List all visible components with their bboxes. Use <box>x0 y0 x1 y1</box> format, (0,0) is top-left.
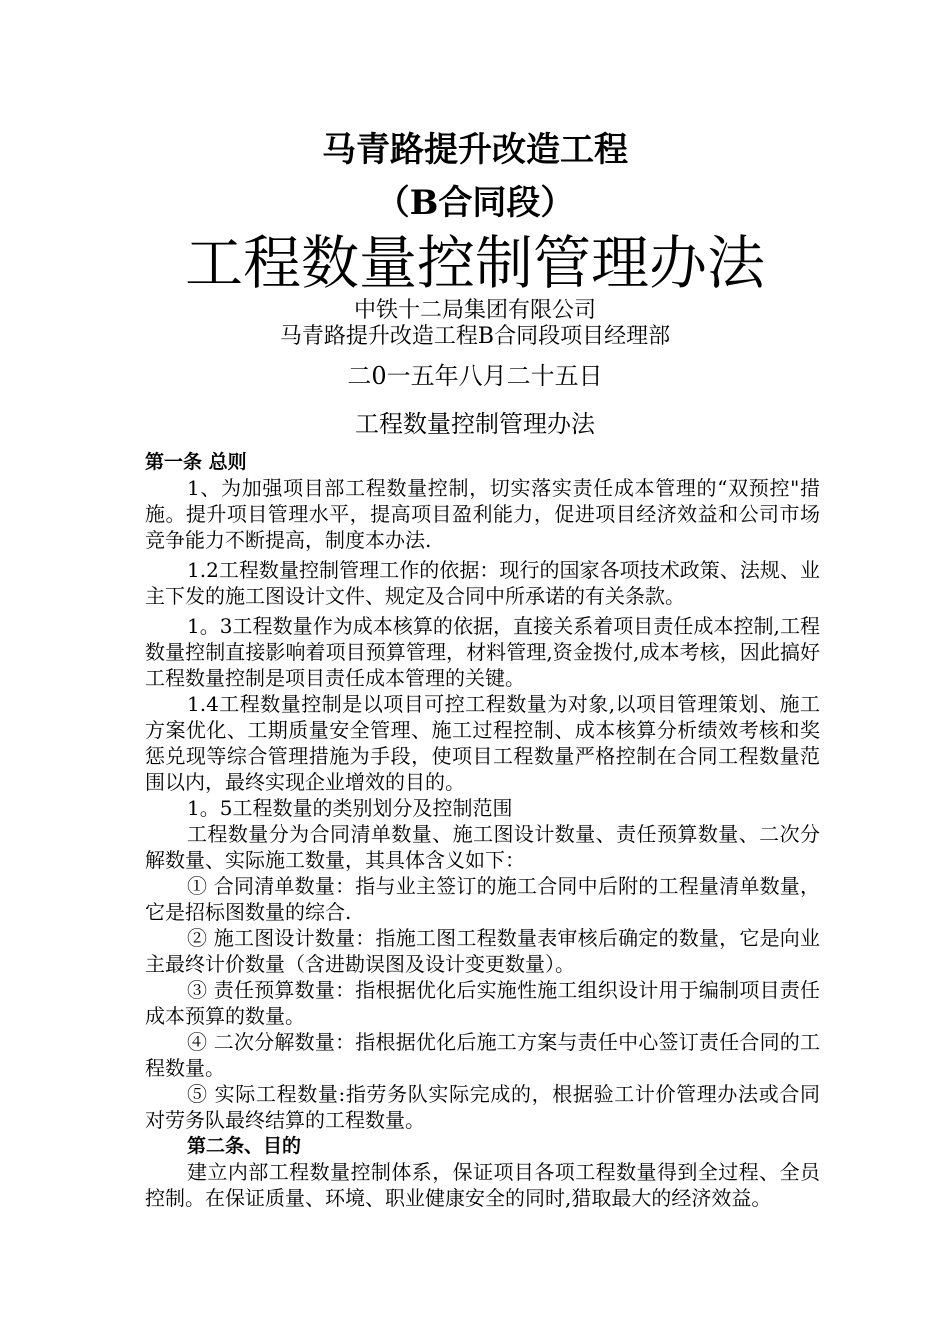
document-heading: 工程数量控制管理办法 <box>355 410 595 438</box>
paragraph-1-1: 1、为加强项目部工程数量控制，切实落实责任成本管理的“双预控"措施。提升项目管理水平，提高项目盈利能力，促进项目经济效益和公司市场竞争能力不断提高，制度本办法. <box>145 476 820 552</box>
list-item-contract-quantity: ① 合同清单数量：指与业主签订的施工合同中后附的工程量清单数量，它是招标图数量的综合. <box>145 874 820 924</box>
paragraph-2-1: 建立内部工程数量控制体系，保证项目各项工程数量得到全过程、全员控制。在保证质量、环境、职业健康安全的同时,猎取最大的经济效益。 <box>145 1160 820 1210</box>
list-item-actual-quantity: ⑤ 实际工程数量:指劳务队实际完成的，根据验工计价管理办法或合同对劳务队最终结算的工程数量。 <box>145 1082 820 1132</box>
paragraph-1-5: 1。5工程数量的类别划分及控制范围 <box>187 796 513 820</box>
cover-department: 马青路提升改造工程B合同段项目经理部 <box>279 324 671 349</box>
section-1-title: 第一条 总则 <box>145 451 247 473</box>
paragraph-1-2: 1.2工程数量控制管理工作的依据：现行的国家各项技术政策、法规、业主下发的施工图设计文件、规定及合同中所承诺的有关条款。 <box>145 558 820 608</box>
cover-title-main: 工程数量控制管理办法 <box>184 229 765 297</box>
cover-date: 二0一五年八月二十五日 <box>347 362 603 390</box>
list-item-design-quantity: ② 施工图设计数量：指施工图工程数量表审核后确定的数量，它是向业主最终计价数量（含进勘误图及设计变更数量）。 <box>145 926 820 976</box>
document-body <box>145 449 820 1211</box>
cover-title-project: 马青路提升改造工程 <box>322 130 628 170</box>
section-2-title: 第二条、目的 <box>187 1135 302 1157</box>
list-item-secondary-quantity: ④ 二次分解数量：指根据优化后施工方案与责任中心签订责任合同的工程数量。 <box>145 1030 820 1080</box>
paragraph-1-3: 1。3工程数量作为成本核算的依据，直接关系着项目责任成本控制,工程数量控制直接影响着项目预算管理，材料管理,资金拨付,成本考核，因此搞好工程数量控制是项目责任成本管理的关键。 <box>145 614 820 690</box>
paragraph-1-4: 1.4工程数量控制是以项目可控工程数量为对象,以项目管理策划、施工方案优化、工期质量安全管理、施工过程控制、成本核算分析绩效考核和奖惩兑现等综合管理措施为手段，使项目工程数量严格控制在合同工程数量范围以内，最终实现企业增效的目的。 <box>145 692 820 794</box>
list-item-budget-quantity: ③ 责任预算数量：指根据优化后实施性施工组织设计用于编制项目责任成本预算的数量。 <box>145 978 820 1028</box>
cover-organization: 中铁十二局集团有限公司 <box>353 298 596 323</box>
cover-title-contract-section: （B合同段） <box>375 183 575 223</box>
paragraph-quantity-types: 工程数量分为合同清单数量、施工图设计数量、责任预算数量、二次分解数量、实际施工数量，其具体含义如下： <box>145 822 820 872</box>
